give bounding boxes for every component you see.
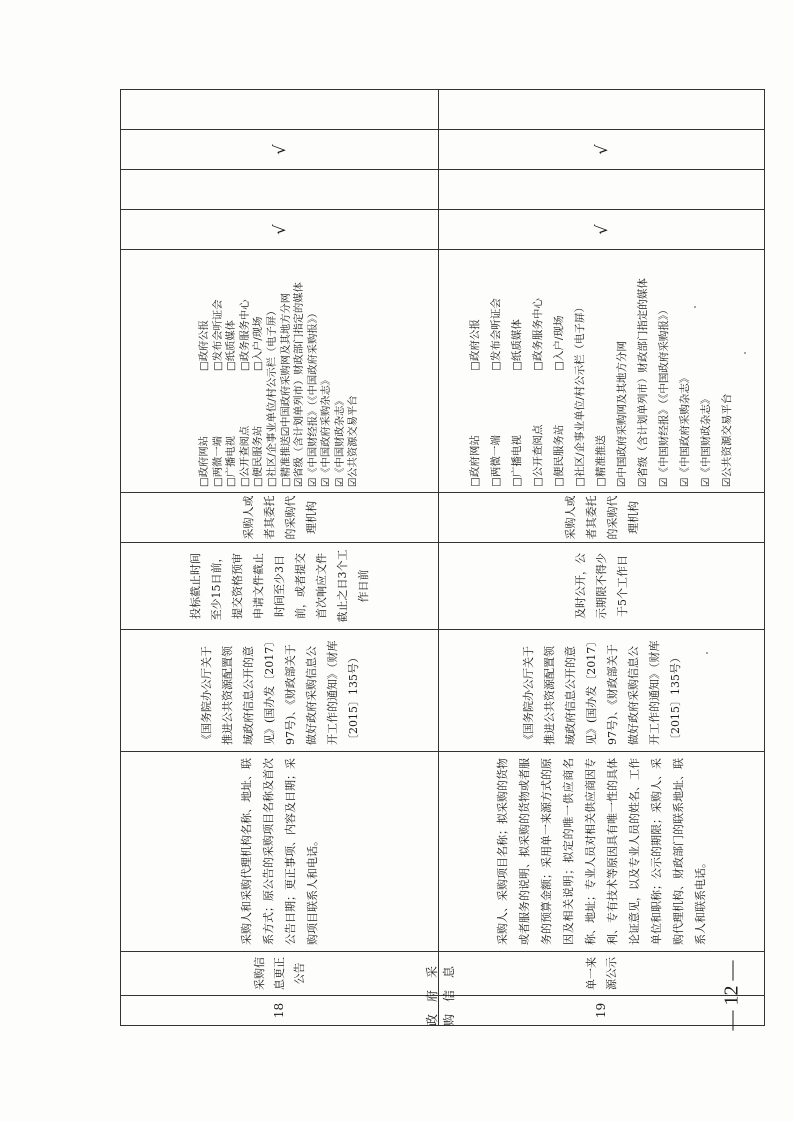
channel-option: □政务服务中心 xyxy=(238,299,251,371)
channel-option: □广播电视 xyxy=(225,436,238,487)
empty-cell xyxy=(439,170,765,210)
channel-pair xyxy=(239,255,253,487)
table-row xyxy=(439,90,765,1026)
channel-option: ☑省级（含计划单列市）财政部门指定的媒体 xyxy=(637,278,649,487)
channel-pair xyxy=(486,255,507,487)
channels-cell xyxy=(439,250,765,493)
channel-option: ☑《中国财政杂志》 xyxy=(700,393,712,487)
channel-pair xyxy=(549,255,570,487)
disclosure-table xyxy=(120,89,765,1026)
channel-pair xyxy=(465,255,486,487)
channel-option: ☑公共资源交易平台 xyxy=(347,395,360,487)
channel-option: ☑《中国财政杂志》 xyxy=(333,395,346,487)
check-mark: √ xyxy=(439,210,765,250)
channel-option: □政府网站 xyxy=(197,436,210,487)
channel-option: □公开查阅点 xyxy=(532,424,544,487)
content-cell: 采购人、采购项目名称；拟采购的货物或者服务的说明、拟采购的货物或者服务的预算金额；采用单一来源方式的原因及相关说明；拟定的唯一供应商名称、地址；专业人员对相关供应商因专利、专有技术等原因具有唯一性的具体论证意见，以及专业人员的姓名、工作单位和职称；公示的期限；采购人、采购代理机构、财政部门的联系地址、联系人和联系电话。 xyxy=(439,752,765,952)
channel-pair xyxy=(212,255,226,487)
channel-option: □便民服务站 xyxy=(252,425,265,487)
channel-pair xyxy=(198,255,212,487)
channel-option: ☑《中国政府采购杂志》 xyxy=(679,372,691,487)
channel-option: ☑《中国财经报》（《中国政府采购报》） xyxy=(306,307,319,487)
subject-cell: 采购人或者其委托的采购代理机构 xyxy=(439,493,765,543)
channel-option: □公开查阅点 xyxy=(238,425,251,487)
channel-option: □精准推送☑中国政府采购网及其地方分网 xyxy=(279,292,292,487)
channel-option: □政府网站 xyxy=(469,435,481,487)
row-number: 18 xyxy=(121,996,439,1026)
scan-speck xyxy=(744,352,746,354)
channel-option: □社区/企事业单位/村公示栏（电子屏） xyxy=(265,305,278,487)
page-number xyxy=(712,940,752,1050)
empty-cell xyxy=(121,170,439,210)
channel-option: □两微一端 xyxy=(490,435,502,487)
channel-option: □纸质媒体 xyxy=(225,320,238,371)
subitem-label: 单一来源公示 xyxy=(439,952,765,996)
channel-option: □入户/现场 xyxy=(553,315,565,371)
subject-cell: 采购人或者其委托的采购代理机构 xyxy=(121,493,439,543)
scan-speck xyxy=(694,306,696,308)
scan-speck xyxy=(706,652,708,654)
channel-pair xyxy=(252,255,266,487)
check-mark: √ xyxy=(121,130,439,170)
channel-option: □纸质媒体 xyxy=(511,319,523,371)
basis-cell: 《国务院办公厅关于推进公共资源配置领域政府信息公开的意见》(国办发〔2017〕97号)、《财政部关于做好政府采购信息公开工作的通知》（财库〔2015〕135号） xyxy=(439,630,765,752)
time-cell: 投标截止时间至少15日前，提交资格预审申请文件截止时间至少3日前，或者提交首次响应文件截止之日3个工作日前 xyxy=(121,543,439,630)
channel-option: □政府公报 xyxy=(197,320,210,371)
channel-option: □便民服务站 xyxy=(553,424,565,487)
subitem-label: 采购信息更正公告 xyxy=(121,952,439,996)
channel-option: □两微一端 xyxy=(211,436,224,487)
basis-cell: 《国务院办公厅关于推进公共资源配置领域政府信息公开的意见》(国办发〔2017〕97号)、《财政部关于做好政府采购信息公开工作的通知》（财库〔2015〕135号） xyxy=(121,630,439,752)
channel-option: □政府公报 xyxy=(469,319,481,371)
channel-option: □入户/现场 xyxy=(252,316,265,371)
time-cell: 及时公开，公示期限不得少于5个工作日 xyxy=(439,543,765,630)
content-cell: 采购人和采购代理机构名称、地址、联系方式；原公告的采购项目名称及首次公告日期；更正事项、内容及日期；采购项目联系人和电话。 xyxy=(121,752,439,952)
channel-option: ☑《中国政府采购杂志》 xyxy=(320,374,333,487)
channel-option: □政务服务中心 xyxy=(532,298,544,371)
channel-pair xyxy=(528,255,549,487)
channels-cell xyxy=(121,250,439,493)
channel-option: □社区/企事业单位/村公示栏（电子屏） xyxy=(574,302,586,487)
check-mark: √ xyxy=(121,210,439,250)
empty-cell xyxy=(439,90,765,130)
channel-option: □精准推送 xyxy=(595,435,607,487)
page-number-text: — 12 — xyxy=(720,960,743,1030)
check-mark: √ xyxy=(439,130,765,170)
row-number: 19 xyxy=(439,996,765,1026)
channel-option: □广播电视 xyxy=(511,435,523,487)
channel-option: ☑中国政府采购网及其地方分网 xyxy=(616,341,628,487)
channel-pair xyxy=(225,255,239,487)
table-row xyxy=(121,90,439,1026)
channel-option: ☑省级（含计划单列市）财政部门指定的媒体 xyxy=(293,282,306,487)
category-label: 政府采购信息 xyxy=(425,953,456,1026)
channel-option: □发布会听证会 xyxy=(490,298,502,371)
channel-option: ☑公共资源交易平台 xyxy=(721,393,733,487)
empty-cell xyxy=(121,90,439,130)
channel-pair xyxy=(507,255,528,487)
rotated-page xyxy=(120,90,764,1026)
channel-option: ☑《中国财经报》（《中国政府采购报》） xyxy=(658,304,670,487)
channel-option: □发布会听证会 xyxy=(211,299,224,371)
